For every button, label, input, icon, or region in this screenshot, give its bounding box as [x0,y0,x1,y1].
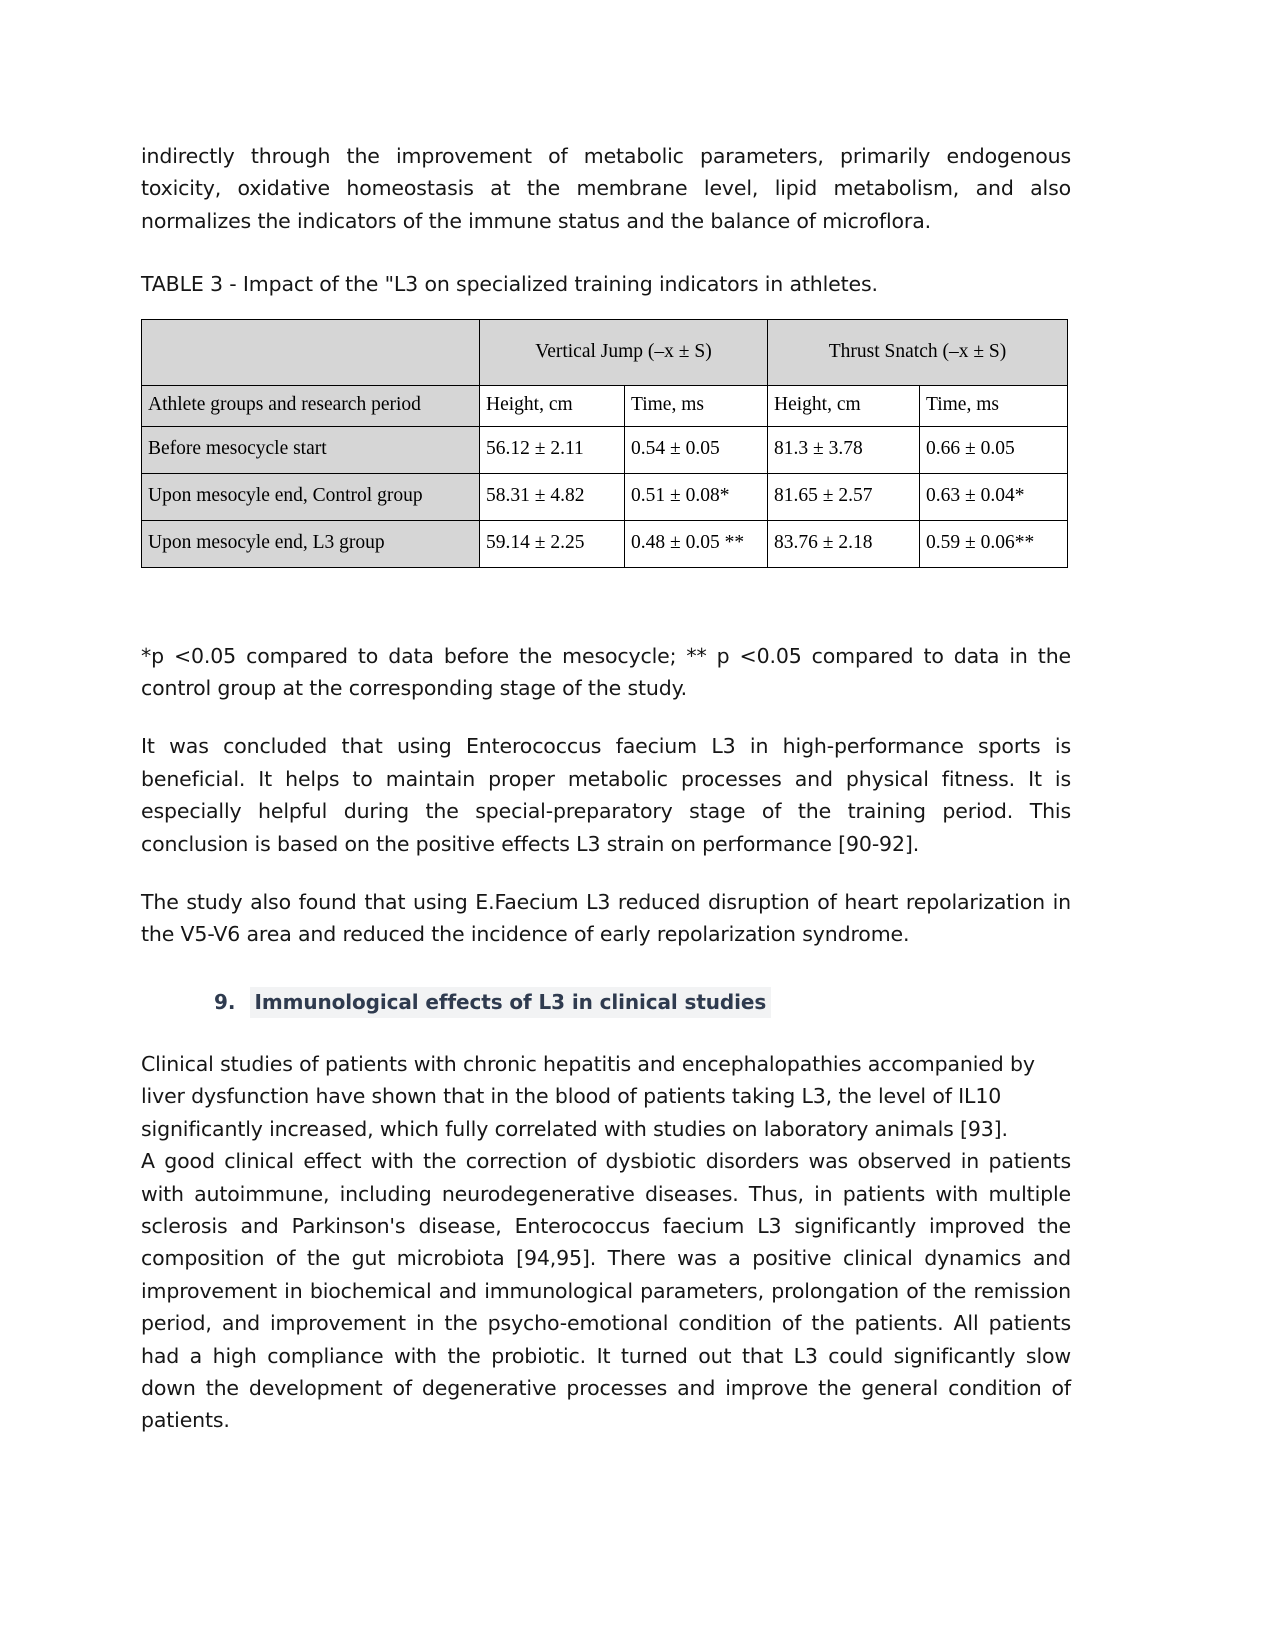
section-title: Immunological effects of L3 in clinical studies [250,987,772,1018]
section-heading [214,987,1071,1018]
cell-vj-height: 56.12 ± 2.11 [480,426,625,473]
group-header-blank [142,319,480,385]
heart-repolarization-paragraph: The study also found that using E.Faecium L3 reduced disruption of heart repolarization in the V5-V6 area and reduced the incidence of early repolarization syndrome. [141,890,1071,947]
spacer [141,1018,1071,1048]
row-label: Before mesocycle start [142,426,480,473]
cell-vj-height: 59.14 ± 2.25 [480,520,625,567]
clinical-studies-paragraph: Clinical studies of patients with chronic hepatitis and encephalopathies accompanied by liver dysfunction have shown that in the blood of patients taking L3, the level of IL10 significantly increased, which fully correlated with studies on laboratory animals [93]. [141,1051,1035,1141]
spacer [141,860,1071,886]
cell-ts-height: 81.3 ± 3.78 [768,426,920,473]
group-header-thrust-snatch: Thrust Snatch (–x ± S) [768,319,1068,385]
column-header-ts-time: Time, ms [920,385,1068,426]
cell-ts-time: 0.63 ± 0.04* [920,473,1068,520]
table-container [141,319,1071,568]
cell-ts-height: 83.76 ± 2.18 [768,520,920,567]
spacer [141,237,1071,268]
table-footnote: *p <0.05 compared to data before the mesocycle; ** p <0.05 compared to data in the control group at the corresponding stage of the study. [141,643,1071,701]
cell-vj-time: 0.54 ± 0.05 [625,426,768,473]
spacer [141,704,1071,730]
page-content [141,140,1071,1437]
cell-ts-time: 0.59 ± 0.06** [920,520,1068,567]
spacer [141,951,1071,987]
column-header-ts-height: Height, cm [768,385,920,426]
intro-paragraph: indirectly through the improvement of metabolic parameters, primarily endogenous toxicity, oxidative homeostasis at the membrane level, lipid metabolism, and also normalizes the indicators of the immune status and the balance of microflora. [141,144,1071,233]
table-row [142,520,1068,567]
table-row [142,473,1068,520]
row-label: Upon mesocyle end, Control group [142,473,480,520]
spacer [141,568,1071,640]
cell-ts-height: 81.65 ± 2.57 [768,473,920,520]
column-header-vj-time: Time, ms [625,385,768,426]
table-column-header-row [142,385,1068,426]
column-header-vj-height: Height, cm [480,385,625,426]
cell-vj-time: 0.48 ± 0.05 ** [625,520,768,567]
training-indicators-table [141,319,1068,568]
dysbiotic-disorders-paragraph: A good clinical effect with the correction of dysbiotic disorders was observed in patients with autoimmune, including neurodegenerative diseases. Thus, in patients with multiple sclerosis and Parkinson's disease, Enterococcus faecium L3 significantly improved the composition of the gut microbiota [94,95]. There was a positive clinical dynamics and improvement in biochemical and immunological parameters, prolongation of the remission period, and improvement in the psycho-emotional condition of the patients. All patients had a high compliance with the probiotic. It turned out that L3 could significantly slow down the development of degenerative processes and improve the general condition of patients. [141,1149,1071,1433]
section-number: 9. [214,989,236,1014]
table-caption: TABLE 3 - Impact of the "L3 on specialized training indicators in athletes. [141,272,878,297]
table-row [142,426,1068,473]
row-label: Upon mesocyle end, L3 group [142,520,480,567]
table-group-header-row [142,319,1068,385]
group-header-vertical-jump: Vertical Jump (–x ± S) [480,319,768,385]
cell-vj-height: 58.31 ± 4.82 [480,473,625,520]
cell-vj-time: 0.51 ± 0.08* [625,473,768,520]
column-header-groups: Athlete groups and research period [142,385,480,426]
conclusion-paragraph: It was concluded that using Enterococcus faecium L3 in high-performance sports is beneficial. It helps to maintain proper metabolic processes and physical fitness. It is especially helpful during the special-preparatory stage of the training period. This conclusion is based on the positive effects L3 strain on performance [90-92]. [141,734,1071,856]
cell-ts-time: 0.66 ± 0.05 [920,426,1068,473]
